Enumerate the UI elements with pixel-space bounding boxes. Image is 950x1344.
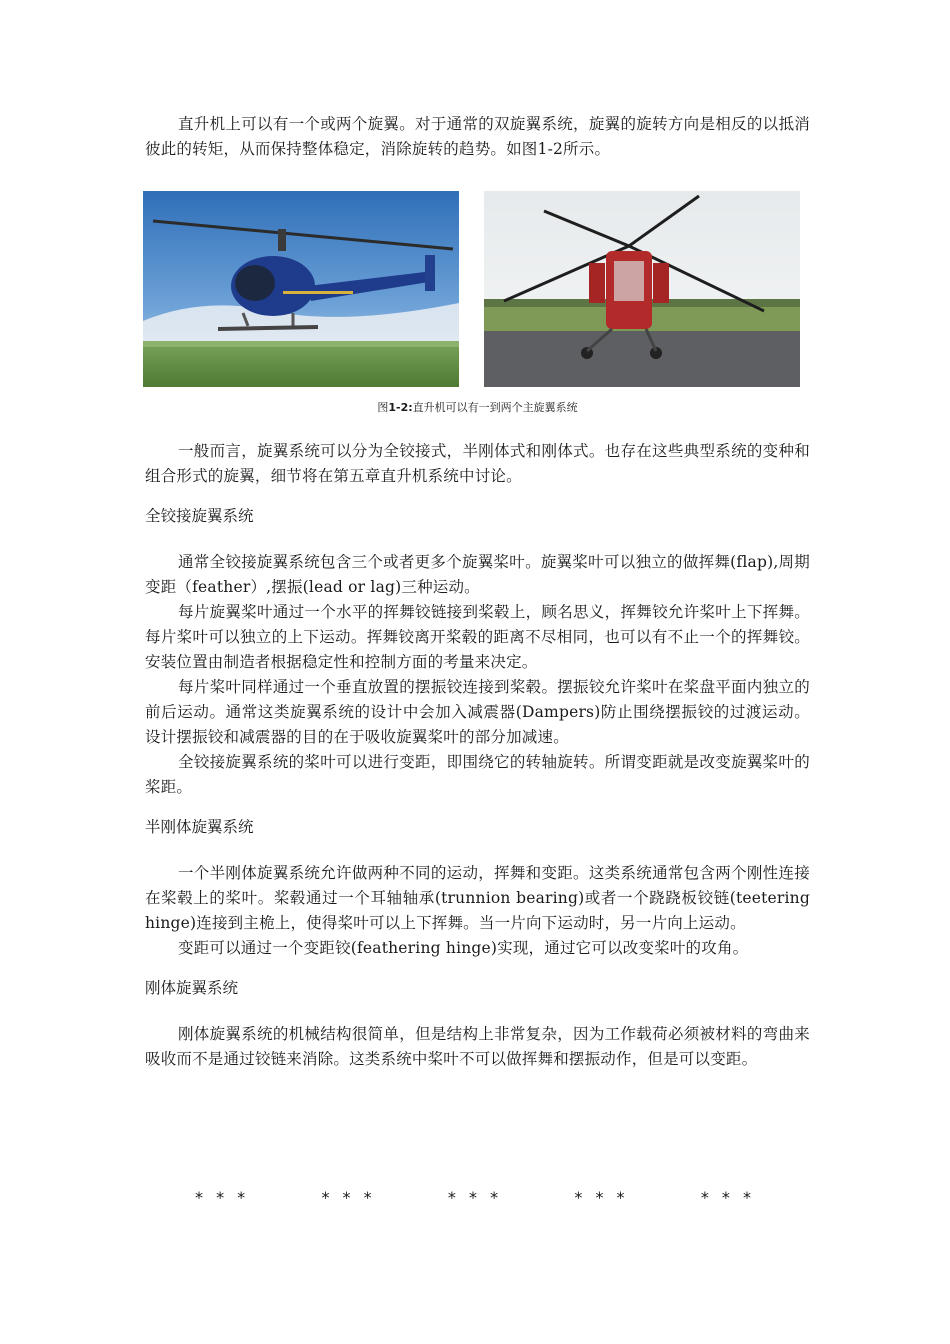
full-paragraph-4: 全铰接旋翼系统的桨叶可以进行变距，即围绕它的转轴旋转。所谓变距就是改变旋翼桨叶的桨距。 — [145, 753, 810, 796]
heading-full-articulated: 全铰接旋翼系统 — [145, 507, 254, 525]
figure-1-2 — [145, 191, 810, 387]
full-paragraph-2: 每片旋翼桨叶通过一个水平的挥舞铰链接到桨毂上，顾名思义，挥舞铰允许桨叶上下挥舞。每片桨叶可以独立的上下运动。挥舞铰离开桨毂的距离不尽相同，也可以有不止一个的挥舞铰。安装位置由制造者根据稳定性和控制方面的考量来决定。 — [145, 603, 810, 671]
heading-rigid: 刚体旋翼系统 — [145, 979, 239, 997]
photo-red-helicopter — [484, 191, 800, 387]
caption-number: 1-2: — [388, 401, 413, 414]
separator-stars: * * * — [321, 1188, 376, 1207]
semi-paragraph-2: 变距可以通过一个变距铰(feathering hinge)实现，通过它可以改变桨叶的攻角。 — [178, 939, 749, 957]
photo-blue-helicopter — [143, 191, 459, 387]
figure-caption — [145, 401, 810, 415]
overview-paragraph: 一般而言，旋翼系统可以分为全铰接式，半刚体式和刚体式。也存在这些典型系统的变种和组合形式的旋翼，细节将在第五章直升机系统中讨论。 — [145, 442, 810, 485]
semi-paragraph-1: 一个半刚体旋翼系统允许做两种不同的运动，挥舞和变距。这类系统通常包含两个刚性连接在桨毂上的桨叶。桨毂通过一个耳轴轴承(trunnion bearing)或者一个跷跷板铰链(teetering hinge)连接到主桅上，使得桨叶可以上下挥舞。当一片向下运动时，另一片向上运动。 — [145, 864, 810, 932]
heading-semi-rigid: 半刚体旋翼系统 — [145, 818, 254, 836]
section-separator — [195, 1188, 755, 1207]
separator-stars: * * * — [700, 1188, 755, 1207]
caption-prefix: 图 — [377, 401, 389, 414]
rigid-paragraph-1: 刚体旋翼系统的机械结构很简单，但是结构上非常复杂，因为工作载荷必须被材料的弯曲来吸收而不是通过铰链来消除。这类系统中桨叶不可以做挥舞和摆振动作，但是可以变距。 — [145, 1025, 810, 1068]
separator-stars: * * * — [195, 1188, 250, 1207]
document-page — [145, 112, 810, 1072]
separator-stars: * * * — [574, 1188, 629, 1207]
full-paragraph-1: 通常全铰接旋翼系统包含三个或者更多个旋翼桨叶。旋翼桨叶可以独立的做挥舞(flap),周期变距（feather）,摆振(lead or lag)三种运动。 — [145, 553, 810, 596]
caption-text: 直升机可以有一到两个主旋翼系统 — [412, 401, 578, 414]
separator-stars: * * * — [447, 1188, 503, 1207]
intro-paragraph: 直升机上可以有一个或两个旋翼。对于通常的双旋翼系统，旋翼的旋转方向是相反的以抵消彼此的转矩，从而保持整体稳定，消除旋转的趋势。如图1-2所示。 — [145, 115, 810, 158]
full-paragraph-3: 每片桨叶同样通过一个垂直放置的摆振铰连接到桨毂。摆振铰允许桨叶在桨盘平面内独立的前后运动。通常这类旋翼系统的设计中会加入减震器(Dampers)防止围绕摆振铰的过渡运动。设计摆振铰和减震器的目的在于吸收旋翼桨叶的部分加减速。 — [145, 678, 810, 746]
